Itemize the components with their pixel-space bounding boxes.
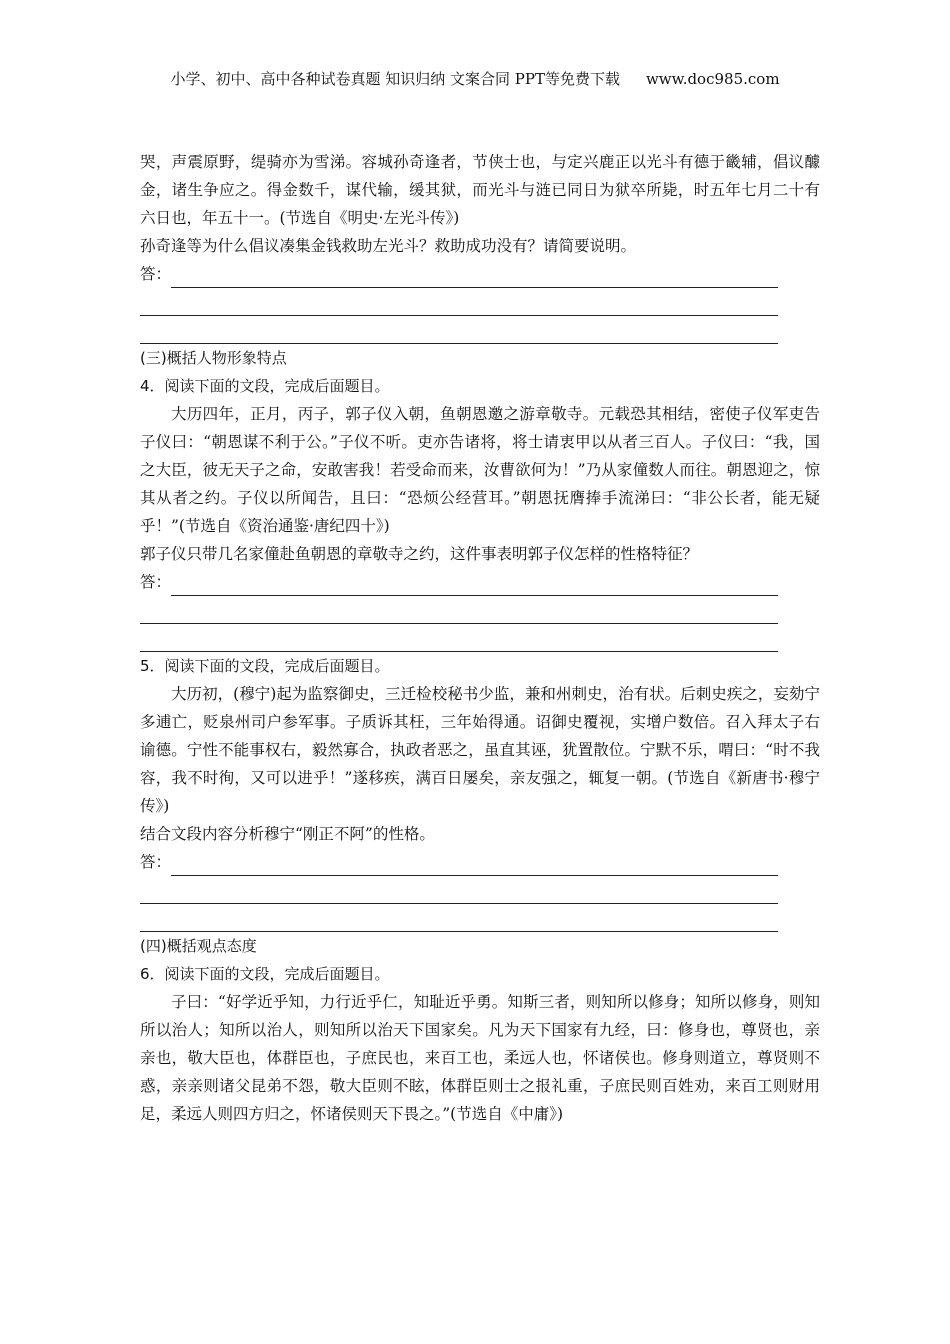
answer-line-row[interactable]	[140, 596, 820, 624]
answer-line[interactable]	[140, 885, 778, 904]
q4-title: 4．阅读下面的文段，完成后面题目。	[140, 377, 390, 395]
answer-label: 答：	[140, 573, 172, 591]
q4-question: 郭子仪只带几名家僮赴鱼朝恩的章敬寺之约，这件事表明郭子仪怎样的性格特征？	[140, 545, 699, 563]
q3-question: 孙奇逢等为什么倡议凑集金钱救助左光斗？救助成功没有？请简要说明。	[140, 237, 637, 255]
q6-title: 6．阅读下面的文段，完成后面题目。	[140, 965, 390, 983]
answer-label: 答：	[140, 265, 172, 283]
q5-question: 结合文段内容分析穆宁“刚正不阿”的性格。	[140, 825, 435, 843]
q3-answer-row[interactable]	[140, 260, 820, 288]
answer-line-row[interactable]	[140, 876, 820, 904]
document-body	[140, 148, 820, 1128]
answer-line[interactable]	[171, 269, 778, 288]
answer-line-row[interactable]	[140, 904, 820, 932]
answer-line[interactable]	[171, 857, 778, 876]
answer-line[interactable]	[140, 633, 778, 652]
header-url[interactable]: www.doc985.com	[645, 70, 780, 88]
q5-title: 5．阅读下面的文段，完成后面题目。	[140, 657, 390, 675]
answer-line[interactable]	[140, 297, 778, 316]
answer-line[interactable]	[140, 325, 778, 344]
page-header	[0, 68, 950, 89]
section-title-3: (三)概括人物形象特点	[140, 349, 287, 367]
section-title-4: (四)概括观点态度	[140, 937, 257, 955]
q6-passage: 子曰：“好学近乎知，力行近乎仁，知耻近乎勇。知斯三者，则知所以修身；知所以修身，则知所以治人；知所以治人，则知所以治天下国家矣。凡为天下国家有九经，曰：修身也，尊贤也，亲亲也，敬大臣也，体群臣也，子庶民也，来百工也，柔远人也，怀诸侯也。修身则道立，尊贤则不惑，亲亲则诸父昆弟不怨，敬大臣则不眩，体群臣则士之报礼重，子庶民则百姓劝，来百工则财用足，柔远人则四方归之，怀诸侯则天下畏之。”(节选自《中庸》)	[140, 993, 820, 1123]
answer-label: 答：	[140, 853, 172, 871]
q4-passage: 大历四年，正月，丙子，郭子仪入朝，鱼朝恩邀之游章敬寺。元载恐其相结，密使子仪军吏告子仪曰：“朝恩谋不利于公。”子仪不听。吏亦告诸将，将士请衷甲以从者三百人。子仪曰：“我，国之大臣，彼无天子之命，安敢害我！若受命而来，汝曹欲何为！”乃从家僮数人而往。朝恩迎之，惊其从者之约。子仪以所闻告，且曰：“恐烦公经营耳。”朝恩抚膺捧手流涕曰：“非公长者，能无疑乎！”(节选自《资治通鉴·唐纪四十》)	[140, 405, 820, 535]
q4-answer-row[interactable]	[140, 568, 820, 596]
q5-passage: 大历初，(穆宁)起为监察御史，三迁检校秘书少监，兼和州刺史，治有状。后刺史疾之，妄劾宁多逋亡，贬泉州司户参军事。子质诉其枉，三年始得通。诏御史覆视，实增户数倍。召入拜太子右谕德。宁性不能事权右，毅然寡合，执政者恶之，虽直其诬，犹置散位。宁默不乐，喟曰：“时不我容，我不时徇，又可以进乎！”遂移疾，满百日屡矣，亲友强之，辄复一朝。(节选自《新唐书·穆宁传》)	[140, 685, 820, 815]
answer-line[interactable]	[140, 605, 778, 624]
answer-line[interactable]	[171, 577, 778, 596]
answer-line-row[interactable]	[140, 316, 820, 344]
q5-answer-row[interactable]	[140, 848, 820, 876]
q3-passage-tail: 哭，声震原野，缇骑亦为雪涕。容城孙奇逢者，节侠士也，与定兴鹿正以光斗有德于畿辅，倡议醵金，诸生争应之。得金数千，谋代输，缓其狱，而光斗与涟已同日为狱卒所毙，时五年七月二十有六日也，年五十一。(节选自《明史·左光斗传》)	[140, 153, 820, 227]
answer-line-row[interactable]	[140, 288, 820, 316]
answer-line[interactable]	[140, 913, 778, 932]
header-text: 小学、初中、高中各种试卷真题 知识归纳 文案合同 PPT等免费下载	[170, 70, 620, 88]
answer-line-row[interactable]	[140, 624, 820, 652]
